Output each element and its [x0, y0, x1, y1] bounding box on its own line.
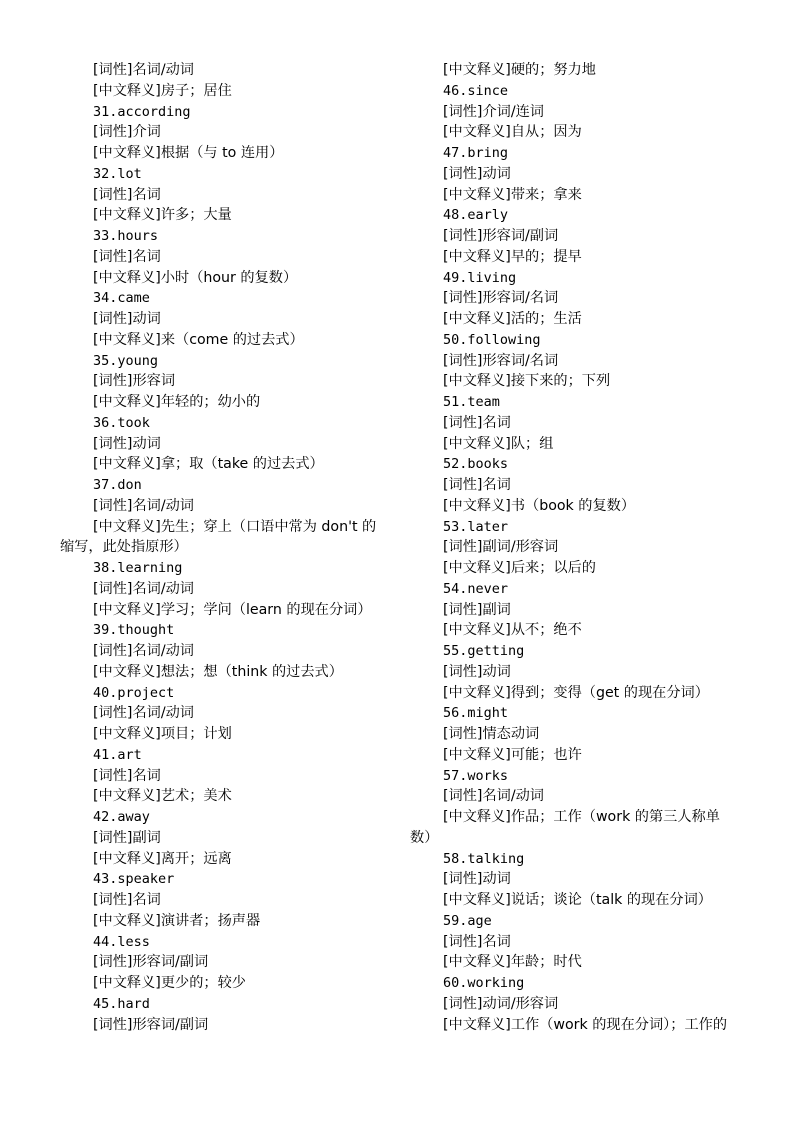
entry-headword: 41.art	[93, 746, 142, 763]
entry-definition: [中文释义]项目；计划	[93, 726, 232, 742]
entry-headword: 58.talking	[443, 850, 525, 867]
entry-headword: 40.project	[93, 684, 175, 701]
entry-definition: [中文释义]带来；拿来	[443, 186, 582, 203]
entry-headword: 50.following	[443, 331, 541, 348]
entry-definition: [中文释义]硬的；努力地	[443, 62, 596, 78]
entry-part-of-speech: [词性]名词	[443, 477, 511, 493]
entry-part-of-speech: [词性]名词	[93, 767, 161, 784]
entry-definition: [中文释义]来（come 的过去式）	[93, 331, 304, 348]
entry-part-of-speech: [词性]形容词/名词	[443, 352, 559, 369]
entry-part-of-speech: [词性]名词/动词	[93, 497, 194, 514]
entry-headword: 52.books	[443, 456, 509, 473]
entry-headword: 37.don	[93, 477, 142, 493]
entry-definition: [中文释义]活的；生活	[443, 311, 582, 327]
entry-definition: [中文释义]早的；提早	[443, 248, 582, 265]
entry-part-of-speech: [词性]名词/动词	[93, 643, 194, 659]
entry-headword: 35.young	[93, 352, 159, 369]
entry-part-of-speech: [词性]名词	[443, 933, 511, 950]
entry-part-of-speech: [词性]形容词/副词	[93, 1016, 209, 1033]
entry-definition: [中文释义]工作（work 的现在分词）；工作的	[443, 1016, 728, 1033]
entry-part-of-speech: [词性]动词	[93, 311, 161, 327]
entry-definition: [中文释义]可能；也许	[443, 746, 582, 763]
entry-part-of-speech: [词性]副词	[93, 829, 161, 846]
entry-headword: 56.might	[443, 705, 509, 722]
entry-part-of-speech: [词性]形容词/副词	[93, 954, 209, 971]
entry-definition: [中文释义]作品；工作（work 的第三人称单数）	[410, 809, 720, 846]
entry-part-of-speech: [词性]情态动词	[443, 726, 540, 742]
entry-headword: 33.hours	[93, 228, 159, 244]
entry-definition: [中文释义]想法；想（think 的过去式）	[93, 663, 343, 680]
entry-part-of-speech: [词性]名词/动词	[93, 62, 194, 78]
entry-part-of-speech: [词性]动词/形容词	[443, 995, 559, 1012]
entry-headword: 53.later	[443, 518, 509, 535]
entry-definition: [中文释义]得到；变得（get 的现在分词）	[443, 684, 709, 701]
entry-part-of-speech: [词性]形容词	[93, 373, 176, 390]
entry-definition: [中文释义]先生；穿上（口语中常为 don't 的缩写，此处指原形）	[60, 518, 377, 556]
entry-part-of-speech: [词性]动词	[443, 871, 511, 888]
entry-headword: 34.came	[93, 290, 150, 307]
entry-headword: 55.getting	[443, 643, 525, 659]
entry-part-of-speech: [词性]动词	[443, 663, 511, 680]
entry-definition: [中文释义]队；组	[443, 435, 554, 452]
entry-definition: [中文释义]房子；居住	[93, 82, 232, 99]
entry-definition: [中文释义]接下来的；下列	[443, 373, 611, 390]
entry-headword: 42.away	[93, 809, 150, 825]
entry-definition: [中文释义]年龄；时代	[443, 954, 582, 971]
entry-part-of-speech: [词性]动词	[443, 165, 511, 182]
entry-headword: 43.speaker	[93, 871, 175, 888]
entry-part-of-speech: [词性]名词	[93, 186, 161, 203]
entry-part-of-speech: [词性]形容词/副词	[443, 228, 559, 244]
entry-definition: [中文释义]艺术；美术	[93, 788, 232, 805]
entry-part-of-speech: [词性]形容词/名词	[443, 290, 559, 307]
entry-headword: 49.living	[443, 269, 517, 286]
entry-headword: 47.bring	[443, 145, 509, 161]
entry-headword: 44.less	[93, 933, 150, 950]
entry-part-of-speech: [词性]名词	[443, 414, 511, 431]
entry-part-of-speech: [词性]名词	[93, 248, 161, 265]
entry-part-of-speech: [词性]名词/动词	[443, 788, 544, 805]
entry-headword: 54.never	[443, 580, 509, 597]
entry-part-of-speech: [词性]介词	[93, 124, 161, 141]
entry-headword: 45.hard	[93, 995, 150, 1012]
entry-part-of-speech: [词性]副词/形容词	[443, 539, 559, 556]
entry-definition: [中文释义]书（book 的复数）	[443, 497, 636, 514]
entry-definition: [中文释义]根据（与 to 连用）	[93, 145, 284, 161]
entry-headword: 60.working	[443, 975, 525, 991]
entry-part-of-speech: [词性]动词	[93, 435, 161, 452]
entry-headword: 31.according	[93, 103, 191, 120]
entry-definition: [中文释义]自从；因为	[443, 124, 582, 141]
entry-definition: [中文释义]更少的；较少	[93, 975, 246, 991]
entry-definition: [中文释义]年轻的；幼小的	[93, 394, 261, 410]
right-column	[410, 60, 740, 1035]
entry-definition: [中文释义]演讲者；扬声器	[93, 912, 261, 929]
entry-definition: [中文释义]离开；远离	[93, 850, 232, 867]
entry-definition: [中文释义]说话；谈论（talk 的现在分词）	[443, 892, 712, 908]
entry-definition: [中文释义]从不；绝不	[443, 622, 582, 639]
entry-headword: 32.lot	[93, 165, 142, 182]
entry-definition: [中文释义]学习；学问（learn 的现在分词）	[93, 601, 372, 618]
entry-headword: 46.since	[443, 82, 509, 99]
entry-headword: 39.thought	[93, 622, 175, 639]
entry-headword: 51.team	[443, 394, 500, 410]
entry-part-of-speech: [词性]名词	[93, 892, 161, 908]
entry-definition: [中文释义]后来；以后的	[443, 560, 596, 576]
entry-headword: 36.took	[93, 414, 150, 431]
entry-part-of-speech: [词性]副词	[443, 601, 511, 618]
entry-headword: 59.age	[443, 912, 492, 929]
entry-headword: 48.early	[443, 207, 509, 224]
entry-part-of-speech: [词性]名词/动词	[93, 705, 194, 722]
left-column	[60, 60, 390, 1035]
entry-definition: [中文释义]拿；取（take 的过去式）	[93, 456, 324, 473]
entry-headword: 57.works	[443, 767, 509, 784]
entry-definition: [中文释义]许多；大量	[93, 207, 232, 224]
entry-headword: 38.learning	[93, 560, 183, 576]
entry-part-of-speech: [词性]名词/动词	[93, 580, 194, 597]
entry-definition: [中文释义]小时（hour 的复数）	[93, 269, 298, 286]
entry-part-of-speech: [词性]介词/连词	[443, 103, 544, 120]
